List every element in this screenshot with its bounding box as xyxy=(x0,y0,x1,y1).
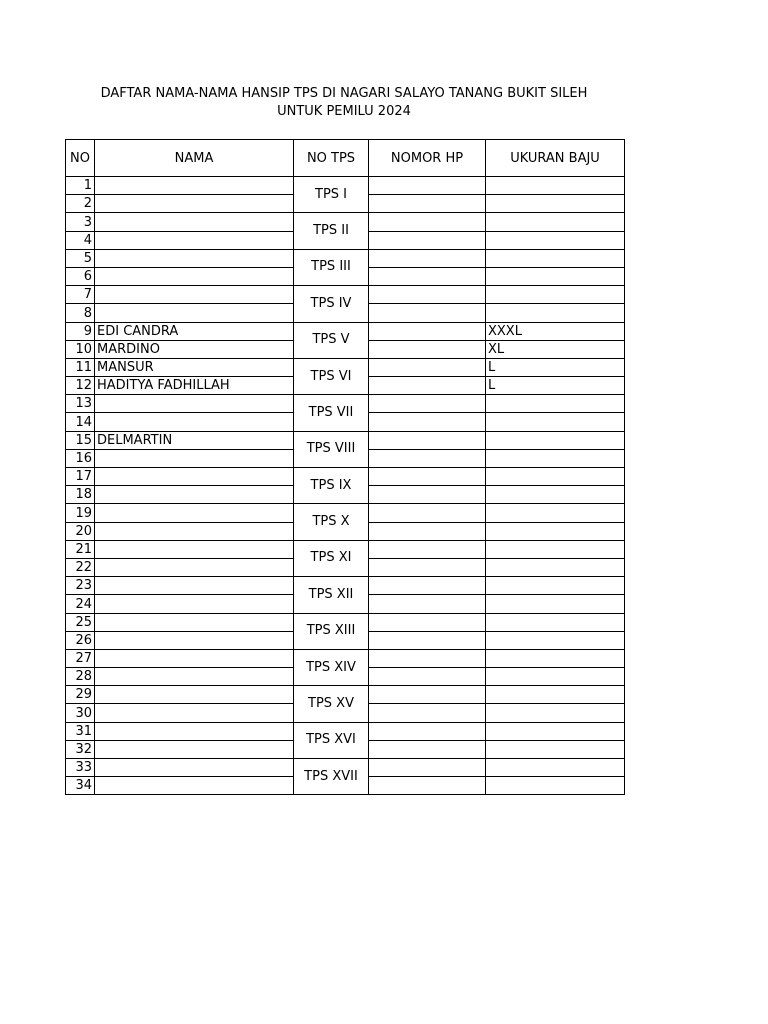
cell-ukuran-baju xyxy=(486,486,625,504)
cell-no: 1 xyxy=(66,177,95,195)
cell-no: 32 xyxy=(66,740,95,758)
cell-nomor-hp xyxy=(369,577,486,595)
cell-no-tps: TPS XVII xyxy=(294,759,369,795)
cell-nomor-hp xyxy=(369,431,486,449)
cell-nomor-hp xyxy=(369,595,486,613)
cell-ukuran-baju xyxy=(486,649,625,667)
cell-nomor-hp xyxy=(369,704,486,722)
cell-no-tps: TPS XV xyxy=(294,686,369,722)
table-row xyxy=(66,358,625,376)
cell-no: 29 xyxy=(66,686,95,704)
cell-no: 10 xyxy=(66,340,95,358)
table-row xyxy=(66,431,625,449)
cell-nomor-hp xyxy=(369,668,486,686)
cell-no: 19 xyxy=(66,504,95,522)
cell-ukuran-baju xyxy=(486,540,625,558)
cell-ukuran-baju xyxy=(486,267,625,285)
cell-nama xyxy=(95,740,294,758)
cell-no: 21 xyxy=(66,540,95,558)
table-body xyxy=(66,177,625,795)
header-row xyxy=(66,140,625,177)
cell-ukuran-baju xyxy=(486,668,625,686)
cell-nama xyxy=(95,249,294,267)
cell-nomor-hp xyxy=(369,286,486,304)
cell-nama xyxy=(95,722,294,740)
cell-nomor-hp xyxy=(369,231,486,249)
cell-ukuran-baju xyxy=(486,249,625,267)
cell-nomor-hp xyxy=(369,177,486,195)
cell-ukuran-baju: XL xyxy=(486,340,625,358)
cell-nomor-hp xyxy=(369,249,486,267)
cell-no: 31 xyxy=(66,722,95,740)
cell-nomor-hp xyxy=(369,413,486,431)
cell-ukuran-baju xyxy=(486,468,625,486)
cell-nama: HADITYA FADHILLAH xyxy=(95,377,294,395)
table-row xyxy=(66,613,625,631)
cell-nama xyxy=(95,304,294,322)
table-row xyxy=(66,686,625,704)
cell-nama xyxy=(95,668,294,686)
cell-nama xyxy=(95,759,294,777)
header-no-tps: NO TPS xyxy=(294,140,369,177)
cell-nomor-hp xyxy=(369,777,486,795)
cell-ukuran-baju xyxy=(486,195,625,213)
cell-nama: MARDINO xyxy=(95,340,294,358)
cell-ukuran-baju xyxy=(486,431,625,449)
cell-nama xyxy=(95,522,294,540)
cell-nama xyxy=(95,558,294,576)
cell-nama xyxy=(95,595,294,613)
cell-ukuran-baju xyxy=(486,522,625,540)
cell-nomor-hp xyxy=(369,740,486,758)
cell-nomor-hp xyxy=(369,195,486,213)
cell-nomor-hp xyxy=(369,358,486,376)
cell-nomor-hp xyxy=(369,267,486,285)
cell-nomor-hp xyxy=(369,449,486,467)
cell-ukuran-baju xyxy=(486,558,625,576)
cell-no-tps: TPS VI xyxy=(294,358,369,394)
cell-ukuran-baju xyxy=(486,686,625,704)
header-ukuran-baju: UKURAN BAJU xyxy=(486,140,625,177)
cell-nomor-hp xyxy=(369,504,486,522)
cell-no: 9 xyxy=(66,322,95,340)
cell-nama xyxy=(95,177,294,195)
cell-nomor-hp xyxy=(369,686,486,704)
table-row xyxy=(66,722,625,740)
cell-nomor-hp xyxy=(369,631,486,649)
header-no: NO xyxy=(66,140,95,177)
cell-ukuran-baju xyxy=(486,595,625,613)
cell-no: 18 xyxy=(66,486,95,504)
cell-no: 25 xyxy=(66,613,95,631)
cell-nama xyxy=(95,395,294,413)
cell-no-tps: TPS IV xyxy=(294,286,369,322)
cell-ukuran-baju xyxy=(486,395,625,413)
table-row xyxy=(66,286,625,304)
cell-no: 23 xyxy=(66,577,95,595)
cell-no: 24 xyxy=(66,595,95,613)
cell-no: 34 xyxy=(66,777,95,795)
table-row xyxy=(66,249,625,267)
cell-ukuran-baju xyxy=(486,777,625,795)
cell-nama xyxy=(95,631,294,649)
cell-no: 22 xyxy=(66,558,95,576)
table-row xyxy=(66,540,625,558)
table-row xyxy=(66,213,625,231)
cell-ukuran-baju xyxy=(486,177,625,195)
cell-nama xyxy=(95,213,294,231)
cell-nama xyxy=(95,649,294,667)
cell-nama xyxy=(95,449,294,467)
cell-nama xyxy=(95,286,294,304)
cell-no-tps: TPS VIII xyxy=(294,431,369,467)
cell-no: 26 xyxy=(66,631,95,649)
cell-no: 12 xyxy=(66,377,95,395)
table-row xyxy=(66,759,625,777)
hansip-table xyxy=(65,139,625,795)
cell-nama xyxy=(95,195,294,213)
cell-no-tps: TPS XI xyxy=(294,540,369,576)
cell-nomor-hp xyxy=(369,649,486,667)
cell-no: 3 xyxy=(66,213,95,231)
cell-nomor-hp xyxy=(369,304,486,322)
cell-no: 2 xyxy=(66,195,95,213)
table-row xyxy=(66,468,625,486)
cell-no-tps: TPS XII xyxy=(294,577,369,613)
table-row xyxy=(66,177,625,195)
cell-ukuran-baju xyxy=(486,613,625,631)
cell-no-tps: TPS XVI xyxy=(294,722,369,758)
cell-no: 17 xyxy=(66,468,95,486)
cell-no-tps: TPS VII xyxy=(294,395,369,431)
cell-ukuran-baju xyxy=(486,413,625,431)
cell-no: 28 xyxy=(66,668,95,686)
cell-nama: MANSUR xyxy=(95,358,294,376)
table-row xyxy=(66,395,625,413)
cell-no-tps: TPS IX xyxy=(294,468,369,504)
cell-nomor-hp xyxy=(369,759,486,777)
cell-nama xyxy=(95,468,294,486)
cell-ukuran-baju xyxy=(486,449,625,467)
cell-ukuran-baju xyxy=(486,286,625,304)
cell-nomor-hp xyxy=(369,722,486,740)
cell-no-tps: TPS V xyxy=(294,322,369,358)
cell-no: 27 xyxy=(66,649,95,667)
cell-nomor-hp xyxy=(369,486,486,504)
cell-no: 16 xyxy=(66,449,95,467)
cell-no-tps: TPS XIV xyxy=(294,649,369,685)
header-nama: NAMA xyxy=(95,140,294,177)
cell-no-tps: TPS I xyxy=(294,177,369,213)
table-row xyxy=(66,649,625,667)
cell-nama xyxy=(95,486,294,504)
cell-ukuran-baju xyxy=(486,577,625,595)
cell-nomor-hp xyxy=(369,377,486,395)
cell-no: 7 xyxy=(66,286,95,304)
cell-no-tps: TPS XIII xyxy=(294,613,369,649)
cell-no: 5 xyxy=(66,249,95,267)
cell-nomor-hp xyxy=(369,340,486,358)
document-subtitle: UNTUK PEMILU 2024 xyxy=(277,104,411,119)
table-row xyxy=(66,504,625,522)
cell-ukuran-baju xyxy=(486,740,625,758)
header-nomor-hp: NOMOR HP xyxy=(369,140,486,177)
cell-ukuran-baju: L xyxy=(486,377,625,395)
cell-nama xyxy=(95,504,294,522)
cell-nomor-hp xyxy=(369,322,486,340)
cell-nama xyxy=(95,267,294,285)
cell-no: 11 xyxy=(66,358,95,376)
cell-ukuran-baju xyxy=(486,213,625,231)
cell-ukuran-baju xyxy=(486,759,625,777)
cell-nama xyxy=(95,231,294,249)
cell-no: 20 xyxy=(66,522,95,540)
cell-ukuran-baju xyxy=(486,504,625,522)
cell-nomor-hp xyxy=(369,213,486,231)
cell-nomor-hp xyxy=(369,558,486,576)
cell-ukuran-baju xyxy=(486,704,625,722)
cell-nama xyxy=(95,577,294,595)
cell-no: 33 xyxy=(66,759,95,777)
cell-nama xyxy=(95,413,294,431)
cell-ukuran-baju xyxy=(486,722,625,740)
cell-nama: EDI CANDRA xyxy=(95,322,294,340)
cell-no: 30 xyxy=(66,704,95,722)
cell-no-tps: TPS III xyxy=(294,249,369,285)
cell-no: 8 xyxy=(66,304,95,322)
cell-nama xyxy=(95,540,294,558)
table-row xyxy=(66,322,625,340)
document-title: DAFTAR NAMA-NAMA HANSIP TPS DI NAGARI SALAYO TANANG BUKIT SILEH xyxy=(100,86,588,101)
cell-no: 4 xyxy=(66,231,95,249)
cell-ukuran-baju xyxy=(486,304,625,322)
cell-no-tps: TPS X xyxy=(294,504,369,540)
cell-nomor-hp xyxy=(369,540,486,558)
cell-no-tps: TPS II xyxy=(294,213,369,249)
cell-nomor-hp xyxy=(369,613,486,631)
cell-no: 13 xyxy=(66,395,95,413)
cell-no: 14 xyxy=(66,413,95,431)
cell-nama xyxy=(95,777,294,795)
cell-no: 15 xyxy=(66,431,95,449)
table-row xyxy=(66,577,625,595)
cell-nomor-hp xyxy=(369,395,486,413)
cell-nama xyxy=(95,686,294,704)
cell-nama: DELMARTIN xyxy=(95,431,294,449)
cell-nama xyxy=(95,613,294,631)
cell-ukuran-baju: XXXL xyxy=(486,322,625,340)
cell-nomor-hp xyxy=(369,468,486,486)
cell-ukuran-baju xyxy=(486,231,625,249)
cell-ukuran-baju xyxy=(486,631,625,649)
cell-nama xyxy=(95,704,294,722)
cell-nomor-hp xyxy=(369,522,486,540)
cell-ukuran-baju: L xyxy=(486,358,625,376)
cell-no: 6 xyxy=(66,267,95,285)
